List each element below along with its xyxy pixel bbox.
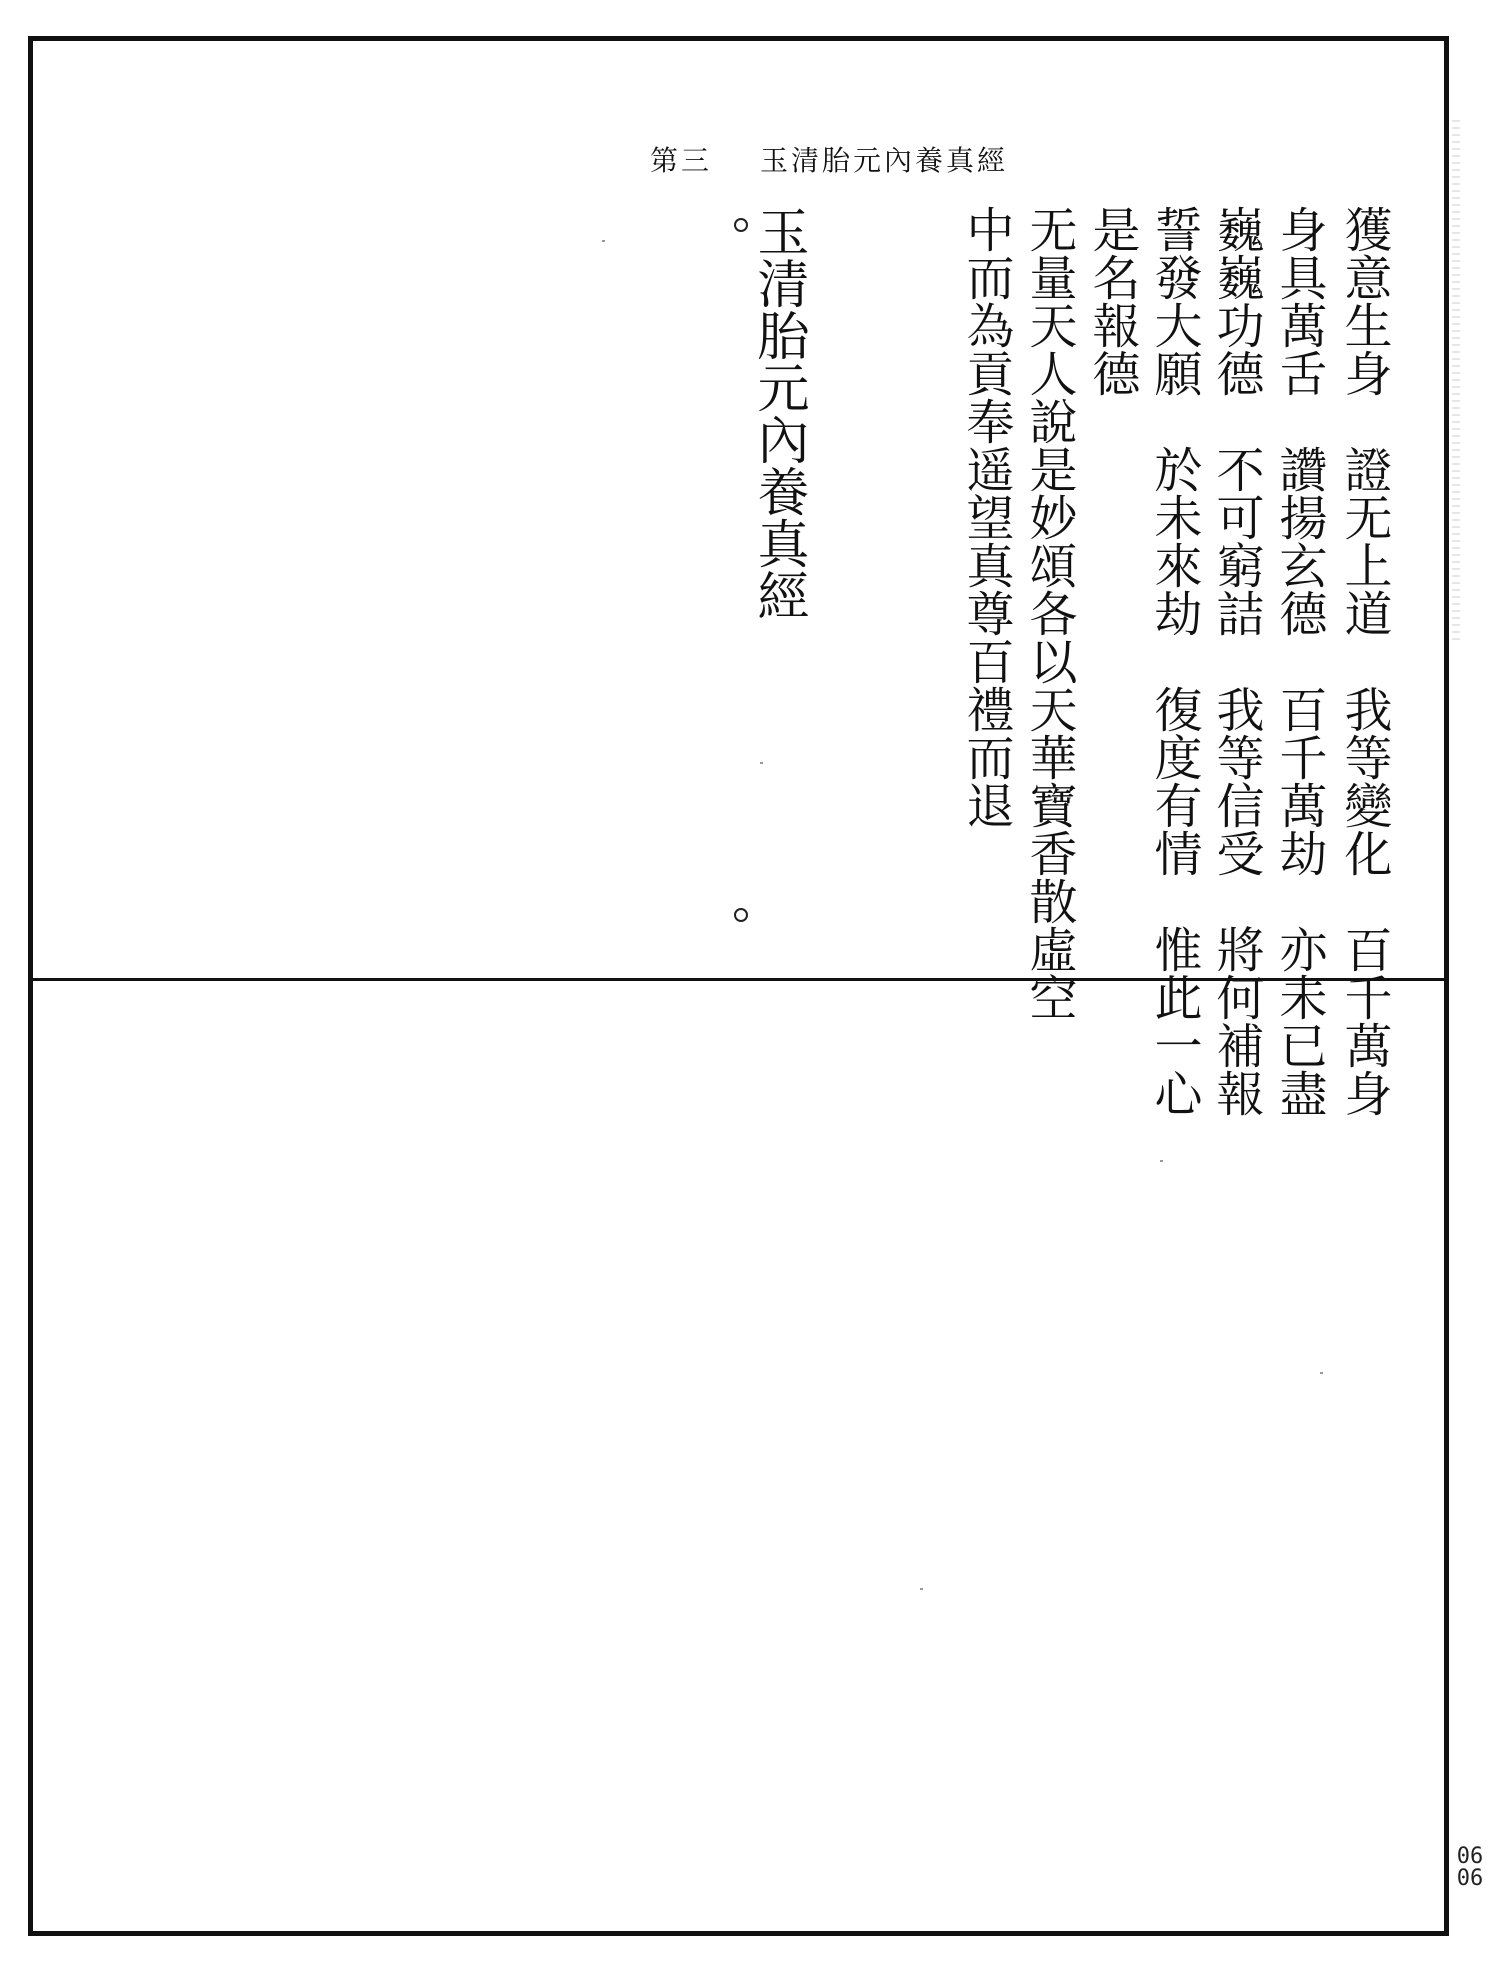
running-header-title: 玉清胎元內養真經 bbox=[760, 144, 1009, 177]
scan-speck bbox=[602, 240, 605, 242]
scan-speck bbox=[1320, 1372, 1323, 1374]
closing-title: 玉清胎元內養真經 bbox=[748, 205, 808, 621]
prose-column-2: 中而為貢奉遥望真尊百禮而退 bbox=[958, 205, 1014, 829]
verse-column-2: 身具萬舌 讚揚玄德 百千萬劫 亦未已盡 bbox=[1271, 205, 1327, 1117]
page-number: 0606 bbox=[1456, 1844, 1484, 1891]
close-circle-mark bbox=[734, 908, 748, 922]
running-header-chapter: 第三 bbox=[650, 144, 713, 177]
open-circle-mark bbox=[734, 218, 748, 232]
scan-edge-noise bbox=[1452, 120, 1460, 640]
verse-column-3: 巍巍功德 不可窮詰 我等信受 將何補報 bbox=[1208, 205, 1264, 1117]
scan-speck bbox=[760, 762, 763, 764]
scan-speck bbox=[1160, 1160, 1163, 1162]
verse-column-5: 是名報德 bbox=[1084, 205, 1140, 397]
scan-speck bbox=[920, 1588, 923, 1590]
prose-column-1: 无量天人說是妙頌各以天華寶香散虛空 bbox=[1021, 205, 1077, 1021]
verse-column-1: 獲意生身 證无上道 我等變化 百千萬身 bbox=[1336, 205, 1392, 1117]
verse-column-4: 誓發大願 於未來劫 復度有情 惟此一心 bbox=[1146, 205, 1202, 1117]
